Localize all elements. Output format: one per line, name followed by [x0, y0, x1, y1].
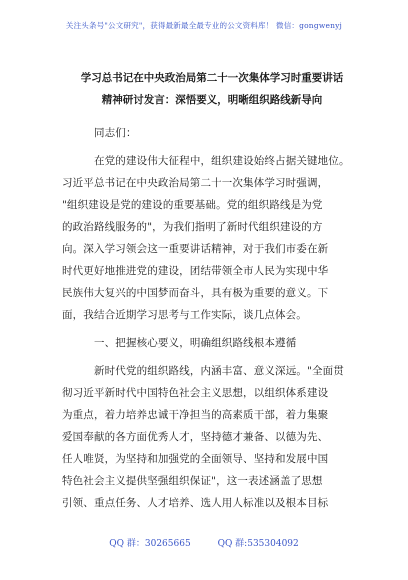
- paragraph-line: 任人唯贤，为坚持和加强党的全面领导、坚持和发展中国: [62, 453, 329, 465]
- paragraph-line: 爱国奉献的各方面优秀人才，坚持德才兼备、以德为先、: [62, 431, 329, 443]
- paragraph-line: 特色社会主义提供坚强组织保证"，这一表述涵盖了思想: [62, 475, 323, 487]
- paragraph-line: 在党的建设伟大征程中，组织建设始终占据关键地位。: [94, 155, 350, 167]
- paragraph-line: 习近平总书记在中央政治局第二十一次集体学习时强调，: [62, 177, 329, 189]
- document-title-line-1: 学习总书记在中央政治局第二十一次集体学习时重要讲话: [80, 72, 344, 84]
- paragraph-line: 面，我结合近期学习思考与工作实际，谈几点体会。: [62, 309, 307, 321]
- section-heading: 一、把握核心要义，明确组织路线根本遵循: [94, 337, 297, 349]
- paragraph-line: 的政治路线服务的"，为我们指明了新时代组织建设的方: [62, 221, 323, 233]
- paragraph-line: 为重点，着力培养忠诚干净担当的高素质干部，着力集聚: [62, 409, 329, 421]
- qq-group-2: QQ 群:535304092: [217, 539, 299, 549]
- paragraph-line: 新时代党的组织路线，内涵丰富、意义深远。"全面贯: [94, 365, 344, 377]
- footer-contact: [0, 536, 408, 549]
- paragraph-line: 引领、重点任务、人才培养、选人用人标准以及根本目标: [62, 497, 329, 509]
- paragraph-line: 向。深入学习领会这一重要讲话精神，对于我们市委在新: [62, 243, 329, 255]
- paragraph-line: "组织建设是党的建设的重要基础。党的组织路线是为党: [62, 199, 323, 211]
- salutation: 同志们：: [94, 127, 137, 139]
- paragraph-line: 时代更好地推进党的建设，团结带领全市人民为实现中华: [62, 265, 329, 277]
- paragraph-line: 民族伟大复兴的中国梦而奋斗，具有极为重要的意义。下: [62, 287, 329, 299]
- paragraph-line: 彻习近平新时代中国特色社会主义思想，以组织体系建设: [62, 387, 329, 399]
- document-title-line-2: 精神研讨发言：深悟要义，明晰组织路线新导向: [101, 94, 323, 106]
- header-notice: 关注头条号"公文研究"，获得最新最全最专业的公文资料库！ 微信：gongwenyj: [65, 21, 343, 30]
- qq-group-1: QQ 群：30265665: [109, 539, 191, 549]
